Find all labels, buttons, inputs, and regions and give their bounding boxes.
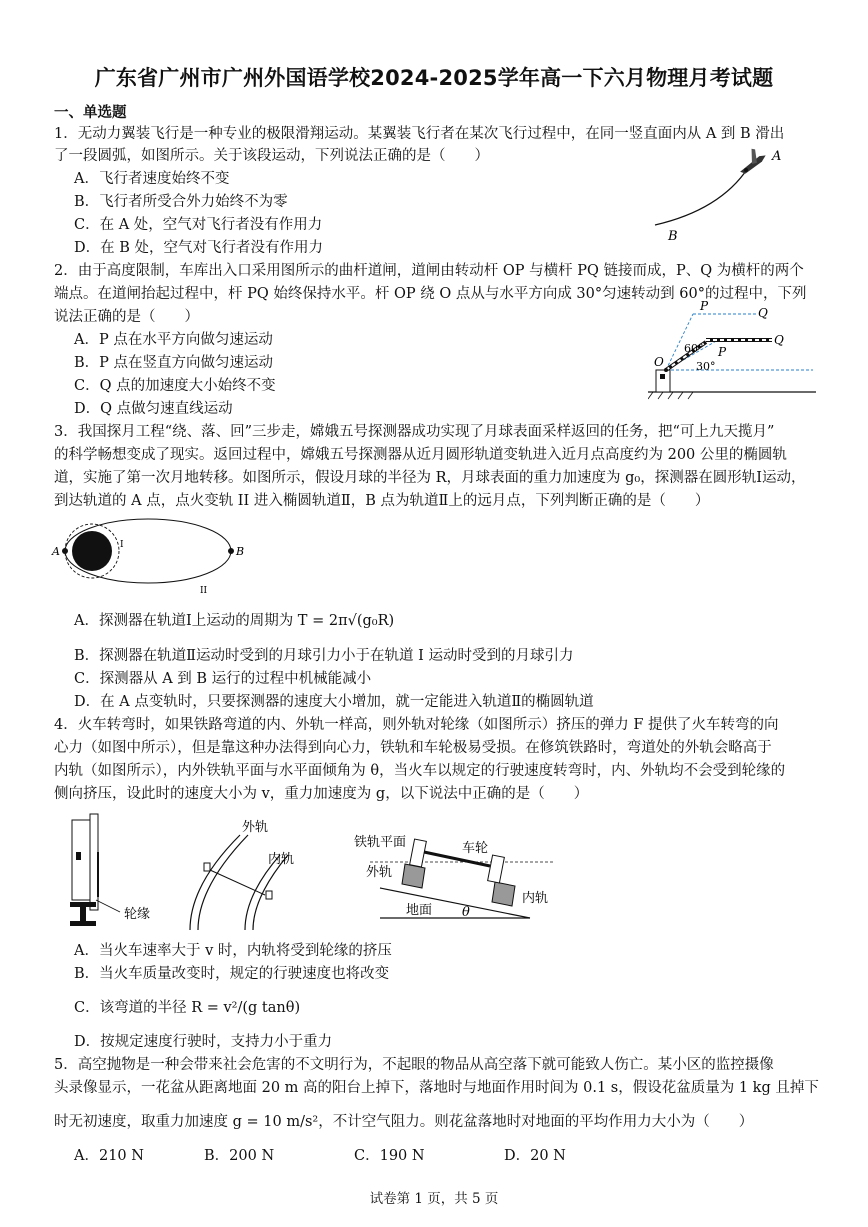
q4-stem-line-2: 心力（如图中所示），但是靠这种办法得到向心力，铁轨和车轮极易受损。在修筑铁路时，弯道处的外轨会略高于: [54, 740, 772, 756]
q2-label-p: P: [718, 345, 727, 359]
page-title: 广东省广州市广州外国语学校2024-2025学年高一下六月物理月考试题: [94, 66, 774, 90]
q4-option-b: B．当火车质量改变时，规定的行驶速度也将改变: [74, 966, 390, 982]
q4-option-a: A．当火车速率大于 v 时，内轨将受到轮缘的挤压: [74, 943, 392, 959]
q4-label-ground: 地面: [406, 903, 433, 918]
q1-stem-line-1: 1．无动力翼装飞行是一种专业的极限滑翔运动。某翼装飞行者在某次飞行过程中，在同一竖直面内从 A 到 B 滑出: [54, 126, 785, 142]
q3-label-orbit-1: I: [120, 540, 124, 550]
q4-stem-line-1: 4．火车转弯时，如果铁路弯道的内、外轨一样高，则外轨对轮缘（如图所示）挤压的弹力 F 提供了火车转弯的向: [54, 717, 779, 733]
q3-orbit-figure: [50, 515, 250, 600]
q4-curve-track-figure: [170, 815, 310, 935]
q4-label-theta: θ: [462, 905, 470, 920]
q3-stem-line-4: 到达轨道的 A 点，点火变轨 II 进入椭圆轨道Ⅱ，B 点为轨道Ⅱ上的远月点，下列判断正确的是（ ）: [54, 493, 710, 509]
q3-label-a: A: [52, 545, 60, 558]
q4-option-d: D．按规定速度行驶时，支持力小于重力: [74, 1034, 333, 1050]
q4-label-inner-rail-2: 内轨: [522, 891, 549, 906]
q4-label-inner-rail: 内轨: [268, 852, 295, 867]
q2-label-60: 60°: [684, 342, 704, 355]
q3-option-d: D．在 A 点变轨时，只要探测器的速度大小增加，就一定能进入轨道Ⅱ的椭圆轨道: [74, 694, 594, 710]
q4-label-flange: 轮缘: [124, 907, 151, 922]
q5-option-d: D．20 N: [504, 1148, 566, 1164]
q3-label-b: B: [236, 545, 245, 558]
q1-option-b: B．飞行者所受合外力始终不为零: [74, 194, 288, 210]
q2-option-c: C．Q 点的加速度大小始终不变: [74, 378, 276, 394]
q3-stem-line-2: 的科学畅想变成了现实。返回过程中，嫦娥五号探测器从近月圆形轨道变轨进入近月点高度约为 200 公里的椭圆轨: [54, 447, 787, 463]
q2-option-b: B．P 点在竖直方向做匀速运动: [74, 355, 274, 371]
q1-stem-line-2: 了一段圆弧，如图所示。关于该段运动，下列说法正确的是（ ）: [54, 148, 489, 164]
q2-gate-figure: [648, 300, 818, 400]
section-heading: 一、单选题: [54, 105, 127, 121]
q3-option-c: C．探测器从 A 到 B 运行的过程中机械能减小: [74, 671, 372, 687]
q4-label-outer-rail: 外轨: [242, 820, 269, 835]
q5-stem-line-2: 头录像显示，一花盆从距离地面 20 m 高的阳台上掉下，落地时与地面作用时间为 0.1 s，假设花盆质量为 1 kg 且掉下: [54, 1080, 819, 1096]
q3-stem-line-1: 3．我国探月工程“绕、落、回”三步走，嫦娥五号探测器成功实现了月球表面采样返回的任务，把“可上九天揽月”: [54, 424, 775, 440]
q2-stem-line-2: 端点。在道闸抬起过程中，杆 PQ 始终保持水平。杆 OP 绕 O 点从与水平方向成 30°匀速转动到 60°的过程中，下列: [54, 286, 807, 302]
page-footer: 试卷第 1 页，共 5 页: [369, 1191, 499, 1207]
q5-option-a: A．210 N: [74, 1148, 144, 1164]
q1-option-a: A．飞行者速度始终不变: [74, 171, 230, 187]
q4-label-track-plane: 铁轨平面: [354, 835, 407, 850]
q5-option-c: C．190 N: [354, 1148, 425, 1164]
q2-label-q-top: Q: [758, 306, 768, 320]
q1-glider-figure: [640, 140, 800, 250]
q3-option-b: B．探测器在轨道Ⅱ运动时受到的月球引力小于在轨道 I 运动时受到的月球引力: [74, 648, 574, 664]
q2-label-p-top: P: [700, 300, 709, 313]
q4-option-c: C．该弯道的半径 R = v²/(g tanθ): [74, 1000, 301, 1016]
q1-option-d: D．在 B 处，空气对飞行者没有作用力: [74, 240, 323, 256]
q2-option-d: D．Q 点做匀速直线运动: [74, 401, 233, 417]
q2-label-o: O: [654, 355, 664, 369]
q4-label-wheel: 车轮: [462, 841, 489, 856]
q5-stem-line-3: 时无初速度，取重力加速度 g = 10 m/s²，不计空气阻力。则花盆落地时对地面的平均作用力大小为（ ）: [54, 1114, 754, 1130]
q5-stem-line-1: 5．高空抛物是一种会带来社会危害的不文明行为，不起眼的物品从高空落下就可能致人伤亡。某小区的监控摄像: [54, 1057, 774, 1073]
q4-stem-line-3: 内轨（如图所示），内外铁轨平面与水平面倾角为 θ，当火车以规定的行驶速度转弯时，内、外轨均不会受到轮缘的: [54, 763, 786, 779]
q1-label-b: B: [668, 229, 678, 244]
q3-stem-line-3: 道，实施了第一次月地转移。如图所示，假设月球的半径为 R，月球表面的重力加速度为 g₀，探测器在圆形轨Ⅰ运动，: [54, 470, 806, 486]
q5-option-b: B．200 N: [204, 1148, 275, 1164]
q2-stem-line-3: 说法正确的是（ ）: [54, 309, 199, 325]
q2-label-q: Q: [774, 333, 784, 347]
q4-label-outer-rail-2: 外轨: [366, 865, 393, 880]
q1-label-a: A: [772, 149, 782, 164]
q4-banked-track-figure: [350, 822, 570, 932]
q2-stem-line-1: 2．由于高度限制，车库出入口采用图所示的曲杆道闸，道闸由转动杆 OP 与横杆 PQ 链接而成，P、Q 为横杆的两个: [54, 263, 804, 279]
q1-option-c: C．在 A 处，空气对飞行者没有作用力: [74, 217, 323, 233]
q4-flange-figure: [60, 812, 170, 932]
q4-stem-line-4: 侧向挤压，设此时的速度大小为 v，重力加速度为 g，以下说法中正确的是（ ）: [54, 786, 589, 802]
q3-option-a: A．探测器在轨道Ⅰ上运动的周期为 T = 2π√(g₀R): [74, 613, 395, 629]
q2-option-a: A．P 点在水平方向做匀速运动: [74, 332, 273, 348]
q3-label-orbit-2: II: [200, 586, 208, 596]
q2-label-30: 30°: [696, 360, 716, 373]
